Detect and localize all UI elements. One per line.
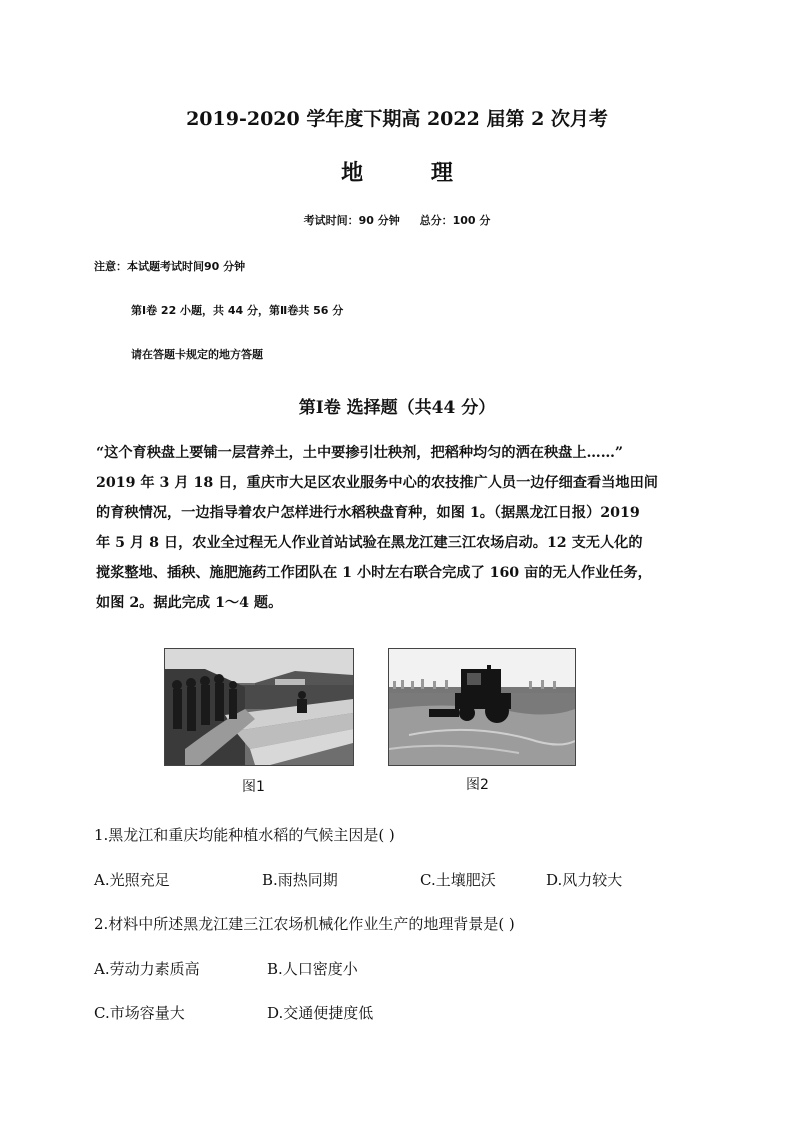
figure-1-illustration <box>165 649 353 765</box>
subject-title <box>0 156 794 187</box>
subject-char-2: 理 <box>430 160 453 186</box>
question-1-stem: 1.黑龙江和重庆均能种植水稻的气候主因是( ) <box>94 826 395 844</box>
exam-info <box>0 212 794 228</box>
passage-line: 搅浆整地、插秧、施肥施药工作团队在 1 小时左右联合完成了 160 亩的无人作业任务， <box>96 565 652 581</box>
section-title: 第Ⅰ卷 选择题（共44 分） <box>298 398 496 418</box>
passage-line: 2019 年 3 月 18 日，重庆市大足区农业服务中心的农技推广人员一边仔细查看当地田间 <box>96 475 658 491</box>
question-2-option-c[interactable]: C.市场容量大 <box>94 1004 185 1022</box>
figure-2-photo <box>388 648 576 766</box>
passage-line: 年 5 月 8 日，农业全过程无人作业首站试验在黑龙江建三江农场启动。12 支无人化的 <box>96 535 643 551</box>
question-1-option-d[interactable]: D.风力较大 <box>546 871 623 889</box>
passage <box>96 438 698 618</box>
note-line-1: 注意：本试题考试时间90 分钟 <box>94 260 246 273</box>
question-2-option-a[interactable]: A.劳动力素质高 <box>94 960 200 978</box>
passage-line: 如图 2。据此完成 1～4 题。 <box>96 595 283 611</box>
passage-line: “这个育秧盘上要铺一层营养土，土中要掺引壮秧剂，把稻种均匀的洒在秧盘上……” <box>96 445 624 461</box>
figure-1-caption: 图1 <box>242 779 265 795</box>
figure-1-photo <box>164 648 354 766</box>
question-1-option-b[interactable]: B.雨热同期 <box>262 871 338 889</box>
figure-2-caption: 图2 <box>466 777 489 793</box>
note-line-3: 请在答题卡规定的地方答题 <box>131 348 263 361</box>
question-1-option-a[interactable]: A.光照充足 <box>94 871 170 889</box>
exam-time: 考试时间：90 分钟 <box>303 214 400 227</box>
passage-line: 的育秧情况，一边指导着农户怎样进行水稻秧盘育种，如图 1。（据黑龙江日报）2019 <box>96 505 640 521</box>
question-1-option-c[interactable]: C.土壤肥沃 <box>420 871 496 889</box>
question-2-stem: 2.材料中所述黑龙江建三江农场机械化作业生产的地理背景是( ) <box>94 915 515 933</box>
note-line-2: 第Ⅰ卷 22 小题，共 44 分，第Ⅱ卷共 56 分 <box>131 304 344 317</box>
question-2-option-b[interactable]: B.人口密度小 <box>267 960 358 978</box>
question-2-option-d[interactable]: D.交通便捷度低 <box>267 1004 374 1022</box>
figure-2-illustration <box>389 649 575 765</box>
exam-title: 2019-2020 学年度下期高 2022 届第 2 次月考 <box>186 108 608 130</box>
exam-score: 总分：100 分 <box>419 214 491 227</box>
subject-char-1: 地 <box>341 160 364 186</box>
